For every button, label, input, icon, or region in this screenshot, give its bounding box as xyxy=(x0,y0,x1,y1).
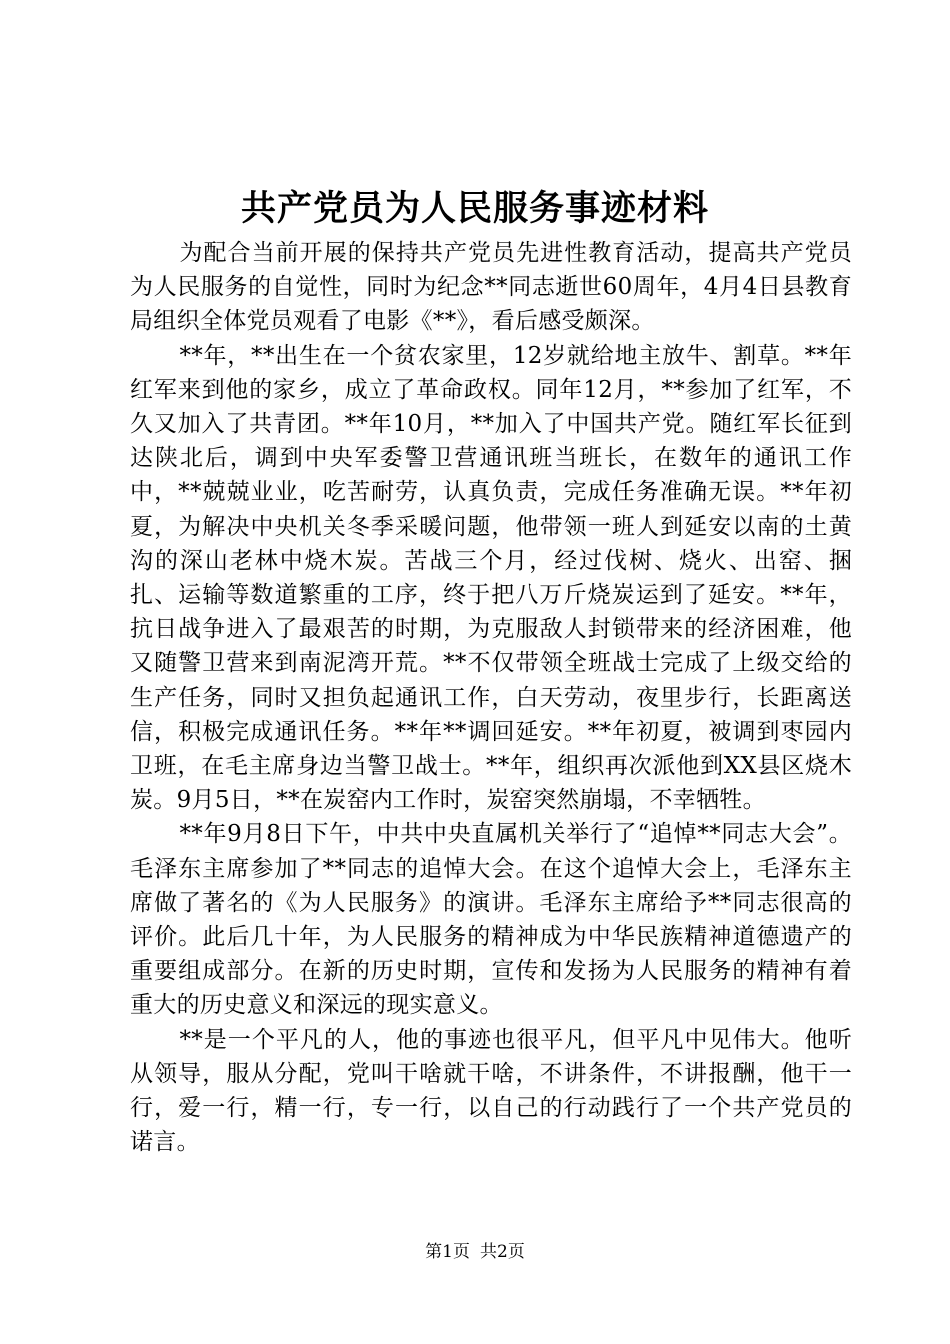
paragraph-2: **年，**出生在一个贫农家里，12岁就给地主放牛、割草。**年红军来到他的家乡，成立了革命政权。同年12月，**参加了红军，不久又加入了共青团。**年10月，**加入了中国共产党。随红军长征到达陕北后，调到中央军委警卫营通讯班当班长，在数年的通讯工作中，**兢兢业业，吃苦耐劳，认真负责，完成任务准确无误。**年初夏，为解决中央机关冬季采暖问题，他带领一班人到延安以南的土黄沟的深山老林中烧木炭。苦战三个月，经过伐树、烧火、出窑、捆扎、运输等数道繁重的工序，终于把八万斤烧炭运到了延安。**年，抗日战争进入了最艰苦的时期，为克服敌人封锁带来的经济困难，他又随警卫营来到南泥湾开荒。**不仅带领全班战士完成了上级交给的生产任务，同时又担负起通讯工作，白天劳动，夜里步行，长距离送信，积极完成通讯任务。**年**调回延安。**年初夏，被调到枣园内卫班，在毛主席身边当警卫战士。**年，组织再次派他到XX县区烧木炭。9月5日，**在炭窑内工作时，炭窑突然崩塌，不幸牺牲。 xyxy=(130,342,852,814)
paragraph-4: **是一个平凡的人，他的事迹也很平凡，但平凡中见伟大。他听从领导，服从分配，党叫干啥就干啥，不讲条件，不讲报酬，他干一行，爱一行，精一行，专一行，以自己的行动践行了一个共产党员的诺言。 xyxy=(130,1026,852,1156)
page-total: 共2页 xyxy=(480,1242,525,1262)
document-body xyxy=(130,236,852,1159)
paragraph-3: **年9月8日下午，中共中央直属机关举行了“追悼**同志大会”。毛泽东主席参加了**同志的追悼大会。在这个追悼大会上，毛泽东主席做了著名的《为人民服务》的演讲。毛泽东主席给予**同志很高的评价。此后几十年，为人民服务的精神成为中华民族精神道德遗产的重要组成部分。在新的历史时期，宣传和发扬为人民服务的精神有着重大的历史意义和深远的现实意义。 xyxy=(130,821,852,1019)
page-number: 第1页 xyxy=(425,1242,470,1262)
paragraph-1: 为配合当前开展的保持共产党员先进性教育活动，提高共产党员为人民服务的自觉性，同时为纪念**同志逝世60周年，4月4日县教育局组织全体党员观看了电影《**》，看后感受颇深。 xyxy=(130,240,852,335)
page-footer xyxy=(0,1240,950,1264)
document-title: 共产党员为人民服务事迹材料 xyxy=(240,188,709,229)
